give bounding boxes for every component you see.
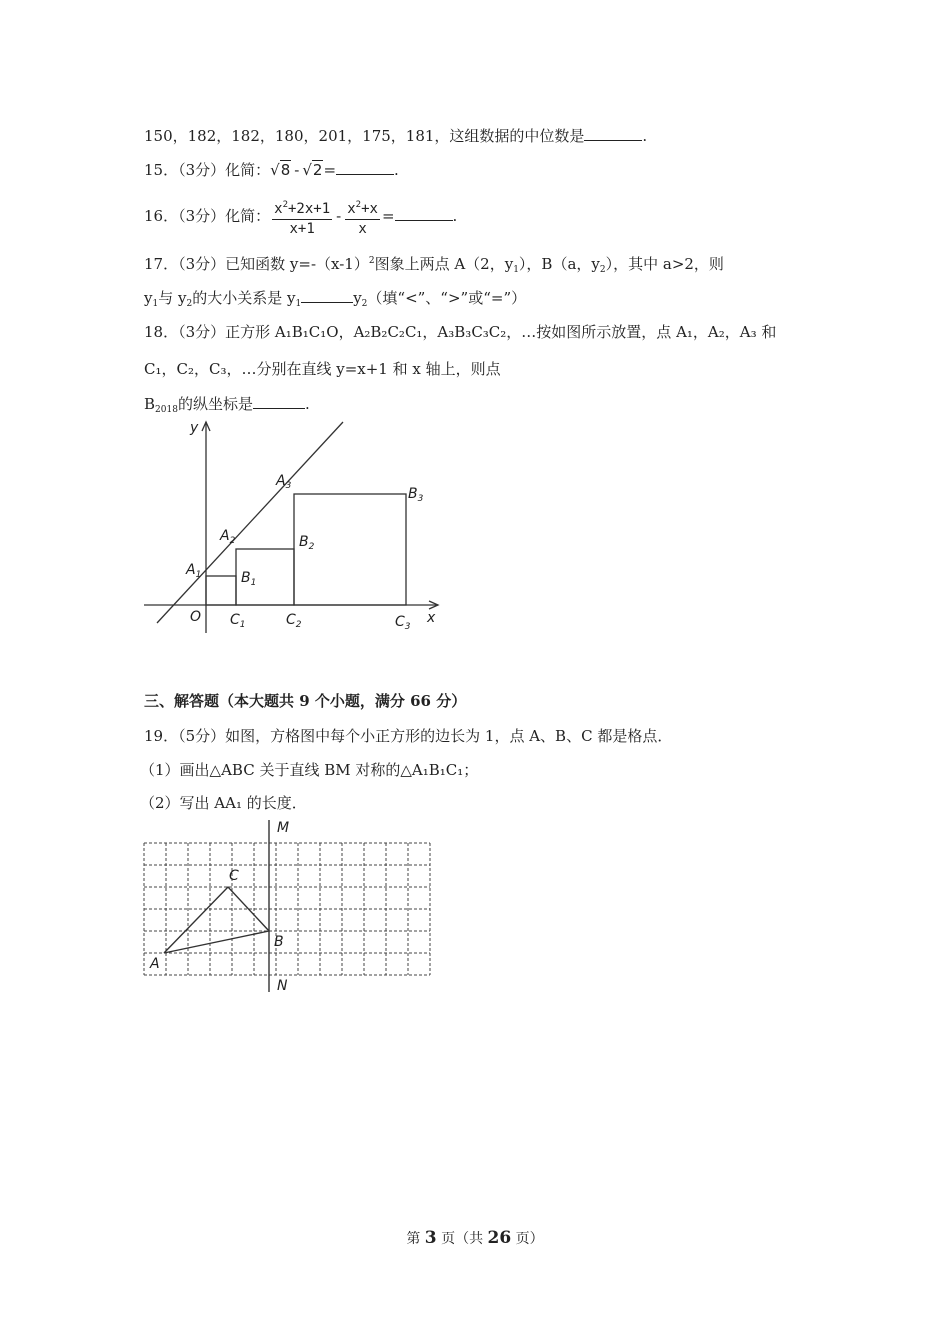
fraction-2-numerator — [345, 196, 380, 220]
numerator-var: x — [274, 201, 283, 217]
subscript: 1 — [295, 299, 302, 309]
figure-squares-on-line — [140, 418, 450, 636]
text: ），其中 a>2，则 — [605, 255, 724, 273]
text: y — [353, 289, 362, 307]
period: . — [452, 207, 458, 225]
subscript: 2 — [361, 299, 368, 309]
fraction-2-denominator: x — [358, 221, 367, 237]
question-15 — [144, 160, 399, 180]
label-y: y — [190, 420, 199, 436]
subscript: 2018 — [155, 405, 178, 415]
footer-text: 页） — [515, 1231, 544, 1247]
subscript: 1 — [513, 265, 519, 275]
minus-sign: - — [336, 207, 342, 225]
label-C: C — [229, 868, 239, 884]
numerator-rest: +x — [361, 201, 378, 217]
radicand-8: 8 — [280, 161, 291, 179]
label-C2: $C_2$ — [286, 612, 302, 630]
answer-blank — [336, 160, 394, 175]
answer-blank — [395, 206, 453, 221]
text: y — [144, 289, 153, 307]
label-B: B — [274, 934, 284, 950]
label-B3: $B_3$ — [408, 486, 424, 504]
fraction-1 — [272, 196, 332, 238]
text: 17．（3分）已知函数 y=-（x-1） — [144, 255, 369, 273]
label-x: x — [427, 610, 436, 626]
question-18-line3 — [144, 394, 310, 420]
text: 的纵坐标是 — [177, 395, 253, 413]
question-16-prefix: 16．（3分）化简： — [144, 207, 271, 225]
question-19-line1: 19．（5分）如图，方格图中每个小正方形的边长为 1，点 A、B、C 都是格点． — [144, 727, 673, 745]
minus-sign: - — [294, 161, 300, 179]
section-3-heading: 三、解答题（本大题共 9 个小题，满分 66 分） — [144, 692, 467, 710]
triangle-ABC — [164, 887, 269, 953]
square-1 — [206, 576, 236, 605]
fraction-1-numerator — [272, 196, 332, 220]
sqrt-8: √8 — [270, 161, 291, 179]
label-B2: $B_2$ — [299, 534, 315, 552]
label-N: N — [277, 978, 288, 994]
radicand-2: 2 — [312, 161, 323, 179]
total-pages: 26 — [487, 1228, 512, 1248]
question-18-line2: C₁，C₂，C₃，…分别在直线 y=x+1 和 x 轴上，则点 — [144, 360, 501, 378]
period: . — [394, 161, 399, 179]
footer-text: 页（共 — [441, 1231, 484, 1247]
text: ），B（a，y — [518, 255, 600, 273]
exponent: 2 — [355, 200, 362, 210]
equals-sign: = — [381, 207, 395, 225]
text: 图象上两点 A（2，y — [374, 255, 514, 273]
label-A3: $A_3$ — [276, 473, 292, 491]
fraction-2 — [345, 196, 380, 238]
text: 的大小关系是 y — [192, 289, 296, 307]
equals-sign: = — [323, 161, 337, 179]
label-A2: $A_2$ — [220, 528, 236, 546]
exponent: 2 — [282, 200, 288, 210]
label-C3: $C_3$ — [395, 614, 411, 632]
question-19-line3: （2）写出 AA₁ 的长度． — [140, 794, 307, 812]
subscript: 1 — [152, 299, 159, 309]
page-footer — [0, 1228, 950, 1248]
text: B — [144, 395, 156, 413]
numerator-rest: +2x+1 — [288, 201, 331, 217]
label-A1: $A_1$ — [186, 562, 202, 580]
page-number: 3 — [424, 1228, 437, 1248]
answer-blank — [584, 126, 642, 141]
question-16 — [144, 196, 457, 238]
period: . — [304, 395, 310, 413]
fraction-1-denominator: x+1 — [289, 221, 315, 237]
exponent: 2 — [368, 256, 375, 266]
question-17-line2 — [144, 288, 526, 314]
question-14-text: 150，182，182，180，201，175，181，这组数据的中位数是 — [144, 127, 585, 145]
numerator-var: x — [347, 201, 356, 217]
question-17-line1 — [144, 251, 724, 280]
label-O: O — [190, 609, 202, 625]
question-19-line2: （1）画出△ABC 关于直线 BM 对称的△A₁B₁C₁； — [140, 761, 479, 779]
label-M: M — [277, 820, 290, 836]
subscript: 2 — [599, 265, 606, 275]
period: . — [642, 127, 648, 145]
answer-blank — [301, 288, 353, 303]
text: 与 y — [158, 289, 187, 307]
figure-grid-triangle — [138, 816, 442, 996]
question-15-prefix: 15．（3分）化简： — [144, 161, 271, 179]
question-18-line1: 18．（3分）正方形 A₁B₁C₁O，A₂B₂C₂C₁，A₃B₃C₃C₂，…按如图所示放置，点 A₁，A₂，A₃ 和 — [144, 323, 777, 341]
subscript: 2 — [186, 299, 193, 309]
label-A: A — [150, 956, 160, 972]
text: （填“<”、“>”或“=”） — [367, 289, 527, 307]
line-y-equals-x-plus-1 — [157, 422, 343, 623]
sqrt-2: √2 — [302, 161, 323, 179]
footer-text: 第 — [406, 1231, 421, 1247]
label-B1: $B_1$ — [241, 570, 257, 588]
answer-blank — [253, 394, 305, 409]
label-C1: $C_1$ — [230, 612, 246, 630]
question-14-tail — [144, 126, 647, 146]
